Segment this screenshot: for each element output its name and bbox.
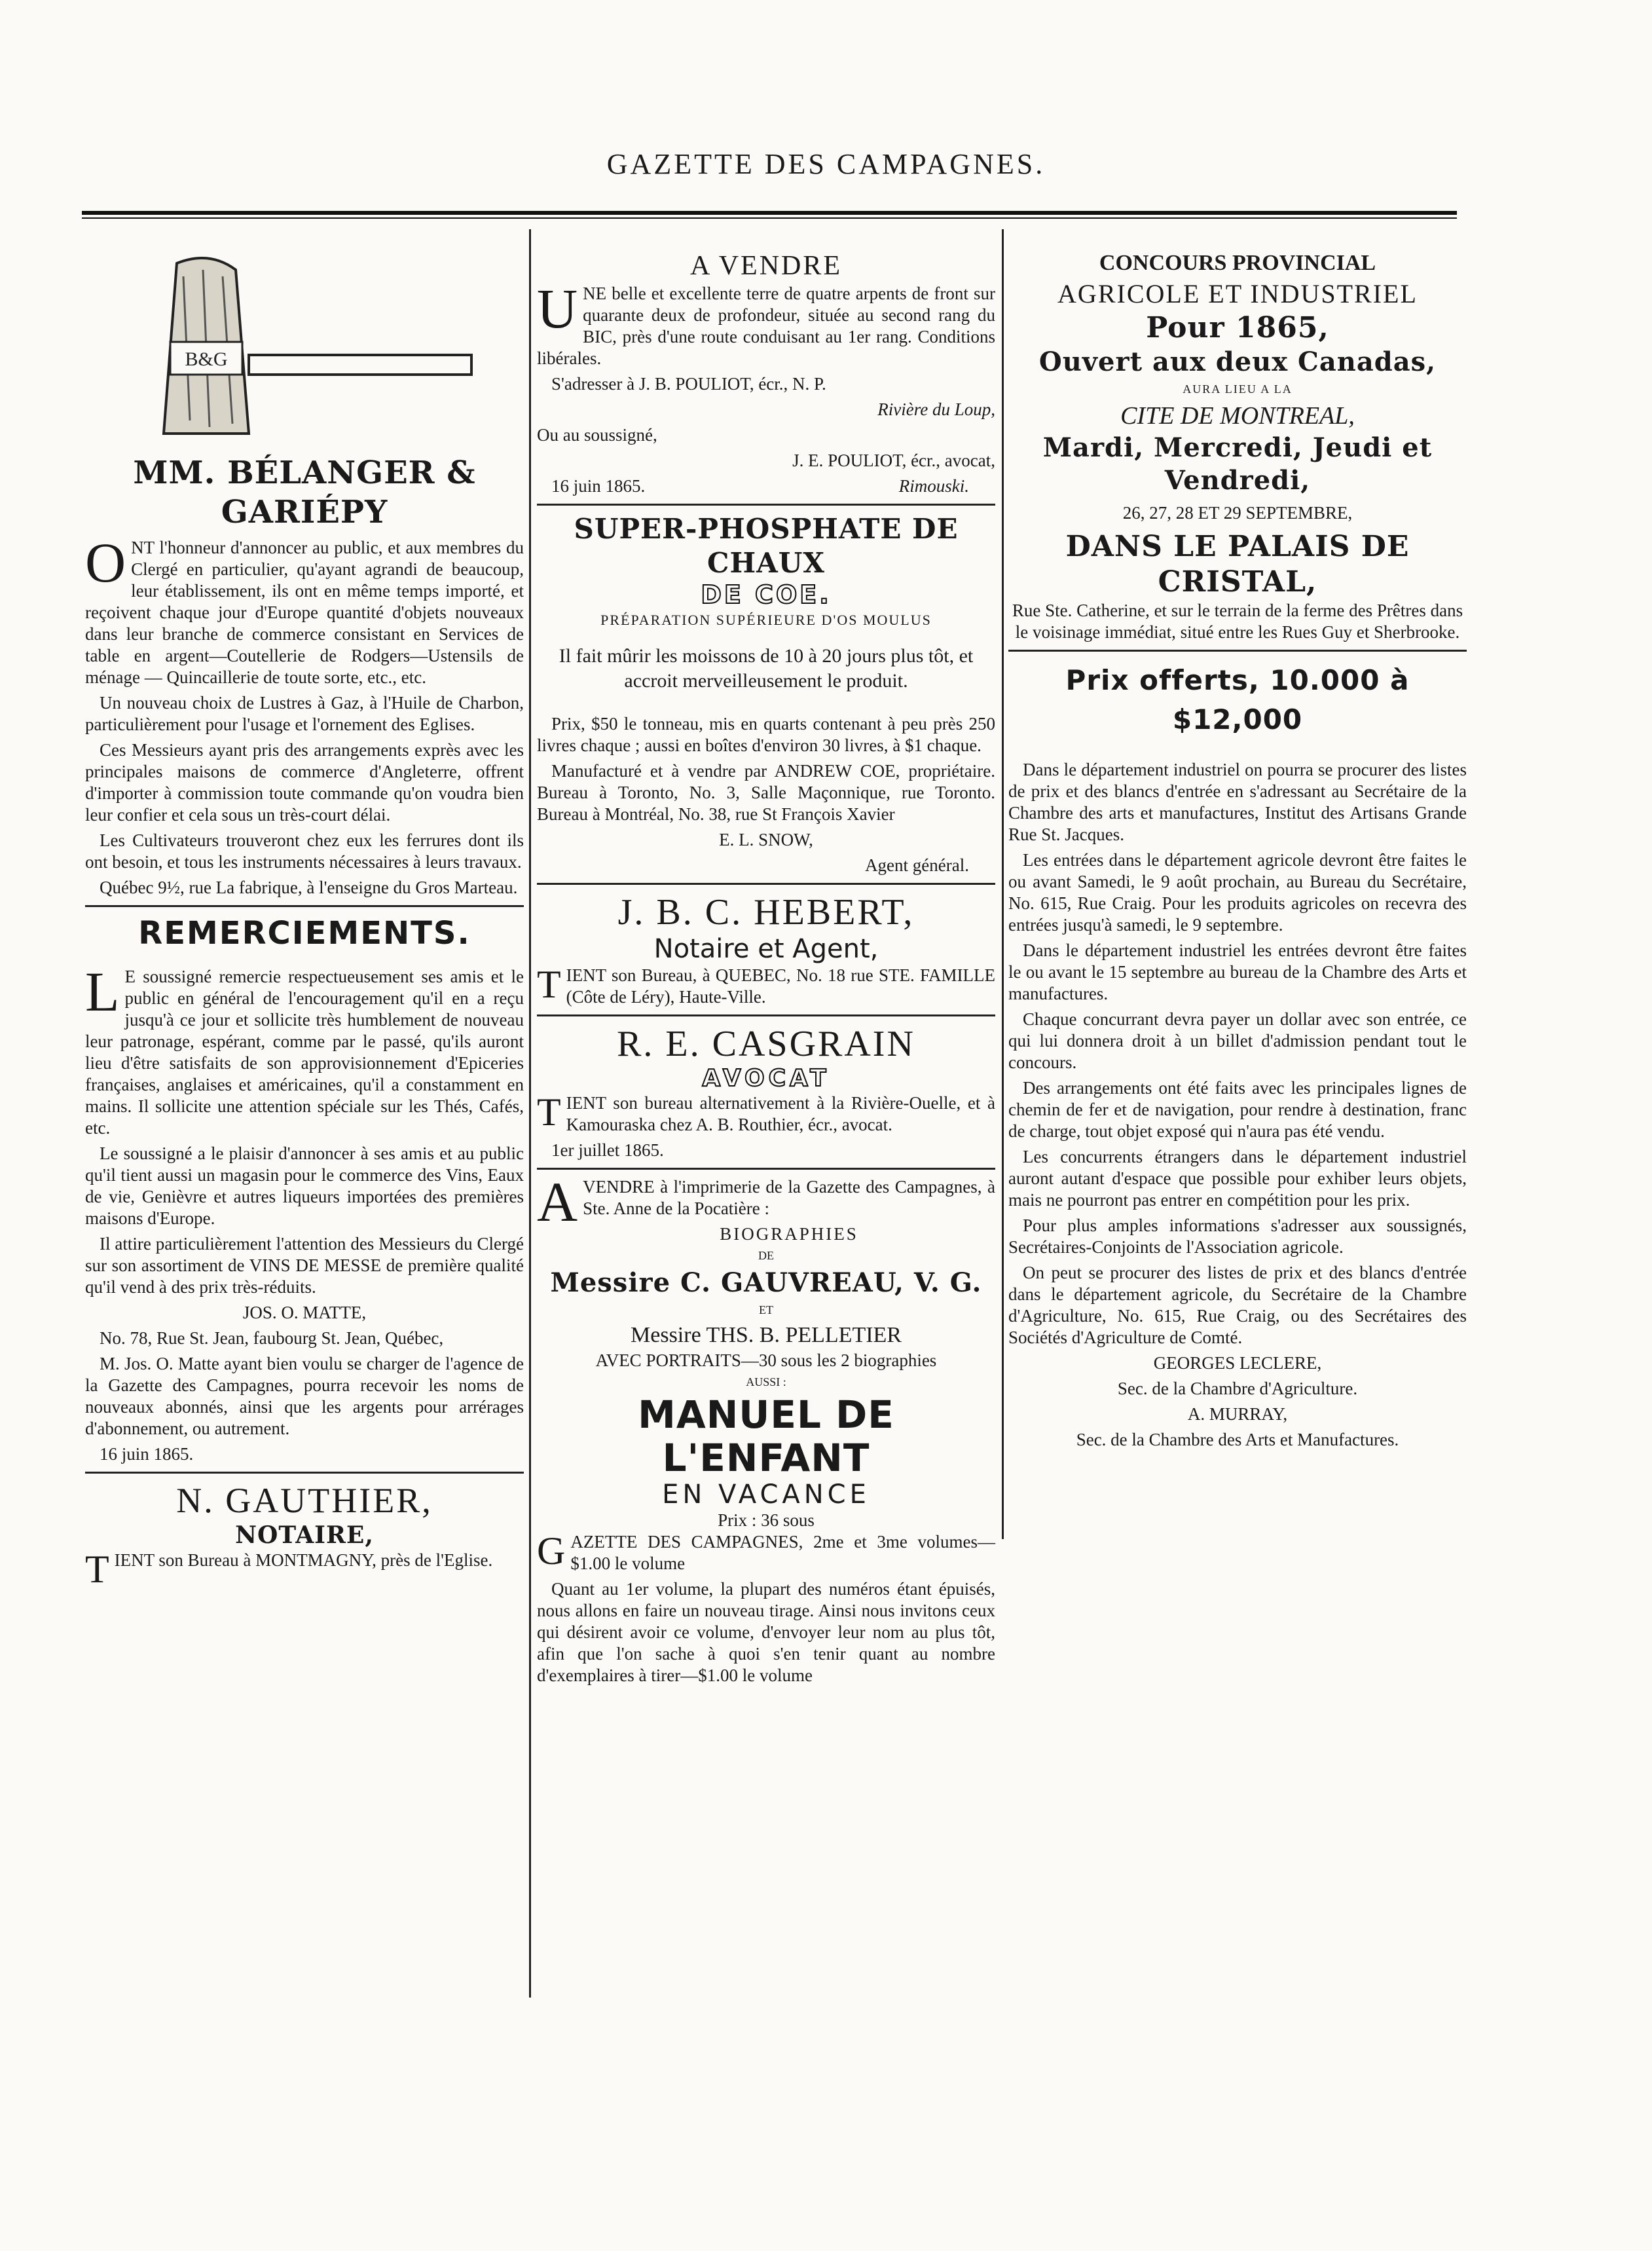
- gauthier-text: IENT son Bureau à MONTMAGNY, près de l'Eglise.: [114, 1550, 493, 1570]
- date: 1er juillet 1865.: [551, 1140, 664, 1160]
- prix-label: Prix : 36 sous: [718, 1510, 815, 1530]
- concours-text: Pour plus amples informations s'adresser aux soussignés, Secrétaires-Conjoints de l'Association agricole.: [1008, 1216, 1467, 1257]
- concours-h9: DANS LE PALAIS DE CRISTAL,: [1065, 530, 1410, 599]
- dropcap: T: [537, 963, 561, 1006]
- column-right: [1008, 237, 1467, 1455]
- dropcap: T: [85, 1548, 109, 1591]
- belanger-heading: MM. BÉLANGER & GARIÉPY: [133, 455, 476, 530]
- phosphate-text: Manufacturé et à vendre par ANDREW COE, propriétaire. Bureau à Toronto, No. 3, Salle Maçonnique, rue Toronto. Bureau à Montréal, No. 38, rue St François Xavier: [537, 761, 995, 824]
- signature-title: Sec. de la Chambre des Arts et Manufactures.: [1076, 1430, 1399, 1449]
- separator: [1008, 650, 1467, 652]
- dropcap: G: [537, 1529, 566, 1572]
- concours-h4: Ouvert aux deux Canadas,: [1038, 346, 1437, 377]
- concours-text: Les entrées dans le département agricole devront être faites le ou avant Samedi, le 9 août prochain, au Bureau du Secrétaire, No. 615, Rue Craig. Pour les produits agricoles on recevra des entrées jusqu'à samedi, le 9 septembre.: [1008, 850, 1467, 935]
- dropcap: A: [537, 1170, 578, 1233]
- vendre-line: S'adresser à J. B. POULIOT, écr., N. P.: [551, 374, 826, 394]
- dropcap: O: [85, 531, 126, 594]
- manuel-heading: MANUEL DE L'ENFANT: [638, 1392, 894, 1480]
- separator: [537, 1168, 995, 1170]
- phosphate-lead: Il fait mûrir les moissons de 10 à 20 jours plus tôt, et accroit merveilleusement le produit.: [559, 645, 974, 692]
- column-left: [85, 237, 524, 1591]
- casgrain-name: R. E. CASGRAIN: [617, 1024, 915, 1064]
- separator: [85, 905, 524, 907]
- belanger-text: NT l'honneur d'annoncer au public, et aux membres du Clergé en particulier, qu'ayant agrandi de beaucoup, leur établissement, ils ont en même temps importé, et reçoivent chaque jour d'Europe quantité d'objets nouveaux dans leur branche de commerce consistant en Services de table en argent—Coutellerie de Rodgers—Ustensils de ménage — Quincaillerie de toute sorte, etc., etc.: [85, 538, 524, 687]
- biographies-label: BIOGRAPHIES: [720, 1224, 858, 1244]
- et-label: ET: [759, 1303, 773, 1316]
- remerciements-text: M. Jos. O. Matte ayant bien voulu se charger de l'agence de la Gazette des Campagnes, pourra recevoir les noms de nouveaux abonnés, ainsi que les argents pour arrérages d'abonnement, ou autrement.: [85, 1354, 524, 1438]
- messire-gauvreau: Messire C. GAUVREAU, V. G.: [550, 1267, 982, 1298]
- masthead-rule: [82, 211, 1457, 215]
- concours-h7: Mardi, Mercredi, Jeudi et Vendredi,: [1042, 432, 1433, 496]
- remerciements-text: Il attire particulièrement l'attention des Messieurs du Clergé sur son assortiment de VINS DE MESSE de première qualité qu'il vend à des prix très-réduits.: [85, 1234, 524, 1297]
- masthead: GAZETTE DES CAMPAGNES.: [606, 148, 1046, 180]
- hebert-title: Notaire et Agent,: [653, 934, 879, 964]
- imprimerie-text: Quant au 1er volume, la plupart des numéros étant épuisés, nous allons en faire un nouveau tirage. Ainsi nous invitons ceux qui désirent avoir ce volume, d'envoyer leur nom au plus tôt, afin que l'on sache à quoi s'en tenir quant au nombre d'exemplaires à tirer—$1.00 le volume: [537, 1579, 995, 1685]
- signature: GEORGES LECLERE,: [1153, 1353, 1322, 1373]
- gazette-volumes: AZETTE DES CAMPAGNES, 2me et 3me volumes—$1.00 le volume: [570, 1532, 995, 1573]
- belanger-text: Les Cultivateurs trouveront chez eux les ferrures dont ils ont besoin, et tous les instruments nécessaires à leurs travaux.: [85, 830, 524, 872]
- casgrain-text: IENT son bureau alternativement à la Rivière-Ouelle, et à Kamouraska chez A. B. Routhier, écr., avocat.: [566, 1093, 995, 1134]
- signature: E. L. SNOW,: [719, 830, 813, 849]
- hebert-name: J. B. C. HEBERT,: [617, 892, 915, 933]
- concours-text: Dans le département industriel on pourra se procurer des listes de prix et des blancs d'entrée en s'adressant au Secrétaire de la Chambre des arts et manufactures, Institut des Artisans Grande Rue St. Jacques.: [1008, 760, 1467, 844]
- de-label: DE: [758, 1249, 774, 1262]
- remerciements-text: E soussigné remercie respectueusement ses amis et le public en général de l'encouragement qu'il en a reçu jusqu'à ce jour et sollicite très humblement de nouveau leur patronage, espérant, comme par le passé, qu'ils auront lieu d'être satisfaits de son approvisionnement d'Epiceries françaises, anglaises et américaines, qu'il a constamment en mains. Il sollicite une attention spéciale sur les Thés, Cafés, etc.: [85, 967, 524, 1138]
- concours-h8: 26, 27, 28 ET 29 SEPTEMBRE,: [1122, 503, 1353, 523]
- concours-text: Des arrangements ont été faits avec les principales lignes de chemin de fer et de navigation, pour rendre à destination, franc de charge, tout objet exposé qui n'aura pas été vendu.: [1008, 1078, 1467, 1141]
- concours-h5: AURA LIEU A LA: [1183, 382, 1293, 396]
- dropcap: T: [537, 1090, 561, 1134]
- gauthier-title: NOTAIRE,: [235, 1521, 374, 1549]
- concours-h1: CONCOURS PROVINCIAL: [1099, 251, 1376, 275]
- prix-heading: Prix offerts, 10.000 à $12,000: [1065, 664, 1410, 735]
- concours-text: On peut se procurer des listes de prix et des blancs d'entrée dans le département agricole, du Secrétaire de la Chambre d'Agriculture, No. 615, Rue Craig, ou des Secrétaires des Sociétés d'Agriculture de Comté.: [1008, 1263, 1467, 1347]
- belanger-text: Un nouveau choix de Lustres à Gaz, à l'Huile de Charbon, particulièrement pour l'usage et l'ornement des Eglises.: [85, 693, 524, 734]
- vendre-heading: A VENDRE: [689, 251, 843, 281]
- concours-h6: CITE DE MONTREAL,: [1120, 402, 1355, 430]
- concours-text: Les concurrents étrangers dans le département industriel auront autant d'espace que possible pour exhiber leurs objets, mais ne pourront pas entrer en compétition pour les prix.: [1008, 1147, 1467, 1210]
- address: No. 78, Rue St. Jean, faubourg St. Jean, Québec,: [100, 1328, 444, 1348]
- svg-text:B&G: B&G: [185, 348, 228, 370]
- phosphate-heading: SUPER-PHOSPHATE DE CHAUX: [574, 513, 959, 579]
- casgrain-title: AVOCAT: [702, 1065, 830, 1092]
- dropcap: U: [537, 277, 578, 340]
- phosphate-text: Prix, $50 le tonneau, mis en quarts contenant à peu près 250 livres chaque ; aussi en boîtes d'environ 30 livres, à $1 chaque.: [537, 714, 995, 755]
- vendre-line: Ou au soussigné,: [537, 425, 657, 445]
- remerciements-heading: REMERCIEMENTS.: [138, 915, 471, 952]
- concours-text: Chaque concurrant devra payer un dollar avec son entrée, ce qui lui donnera droit à un billet d'admission pendant tout le concours.: [1008, 1009, 1467, 1072]
- remerciements-text: Le soussigné a le plaisir d'annoncer à ses amis et au public qu'il tient aussi un magasin pour le commerce des Vins, Eaux de vie, Genièvre et autres liqueurs importées des premières maisons d'Europe.: [85, 1144, 524, 1228]
- masthead-rule-thin: [82, 217, 1457, 219]
- phosphate-sub: DE COE.: [701, 580, 832, 609]
- vendre-line: J. E. POULIOT, écr., avocat,: [792, 451, 995, 470]
- imprimerie-text: VENDRE à l'imprimerie de la Gazette des Campagnes, à Ste. Anne de la Pocatière :: [583, 1177, 995, 1218]
- avec-portraits: AVEC PORTRAITS—30 sous les 2 biographies: [595, 1350, 937, 1370]
- gauthier-name: N. GAUTHIER,: [176, 1481, 433, 1520]
- signature-title: Sec. de la Chambre d'Agriculture.: [1117, 1379, 1358, 1398]
- vendre-line: Rivière du Loup,: [877, 400, 995, 419]
- column-middle: [537, 237, 995, 1690]
- hammer-icon: [124, 250, 491, 447]
- hebert-text: IENT son Bureau, à QUEBEC, No. 18 rue STE. FAMILLE (Côte de Léry), Haute-Ville.: [566, 965, 995, 1007]
- messire-pelletier: Messire THS. B. PELLETIER: [631, 1323, 902, 1347]
- dropcap: L: [85, 960, 120, 1023]
- date: 16 juin 1865.: [100, 1444, 194, 1464]
- concours-h3: Pour 1865,: [1146, 311, 1329, 344]
- aussi-label: AUSSI :: [746, 1375, 786, 1388]
- separator: [85, 1472, 524, 1474]
- phosphate-sub2: PRÉPARATION SUPÉRIEURE D'OS MOULUS: [600, 612, 932, 628]
- column-divider: [529, 229, 531, 1998]
- concours-h2: AGRICOLE ET INDUSTRIEL: [1057, 279, 1418, 308]
- place: Rimouski.: [898, 476, 969, 496]
- belanger-text: Ces Messieurs ayant pris des arrangements exprès avec les principales maisons de commerce d'Angleterre, offrent d'importer à commission toute commande qu'on voudra bien leur confier et cela sous un très-court délai.: [85, 740, 524, 825]
- belanger-address: Québec 9½, rue La fabrique, à l'enseigne du Gros Marteau.: [100, 878, 518, 897]
- signature: JOS. O. MATTE,: [242, 1303, 367, 1322]
- signature-title: Agent général.: [865, 855, 969, 875]
- signature: A. MURRAY,: [1187, 1404, 1288, 1424]
- concours-location: Rue Ste. Catherine, et sur le terrain de la ferme des Prêtres dans le voisinage immédiat, situé entre les Rues Guy et Sherbrooke.: [1012, 601, 1463, 642]
- separator: [537, 1014, 995, 1016]
- separator: [537, 883, 995, 885]
- column-divider: [1002, 229, 1004, 1539]
- vacance-heading: EN VACANCE: [662, 1479, 870, 1510]
- date: 16 juin 1865.: [551, 476, 646, 496]
- separator: [537, 504, 995, 506]
- concours-text: Dans le département industriel les entrées devront être faites le ou avant le 15 septembre au bureau de la Chambre des Arts et manufactures.: [1008, 940, 1467, 1003]
- vendre-text: NE belle et excellente terre de quatre arpents de front sur quarante deux de profondeur, située au second rang du BIC, près d'une route conduisant au 1er rang. Conditions libérales.: [537, 284, 995, 368]
